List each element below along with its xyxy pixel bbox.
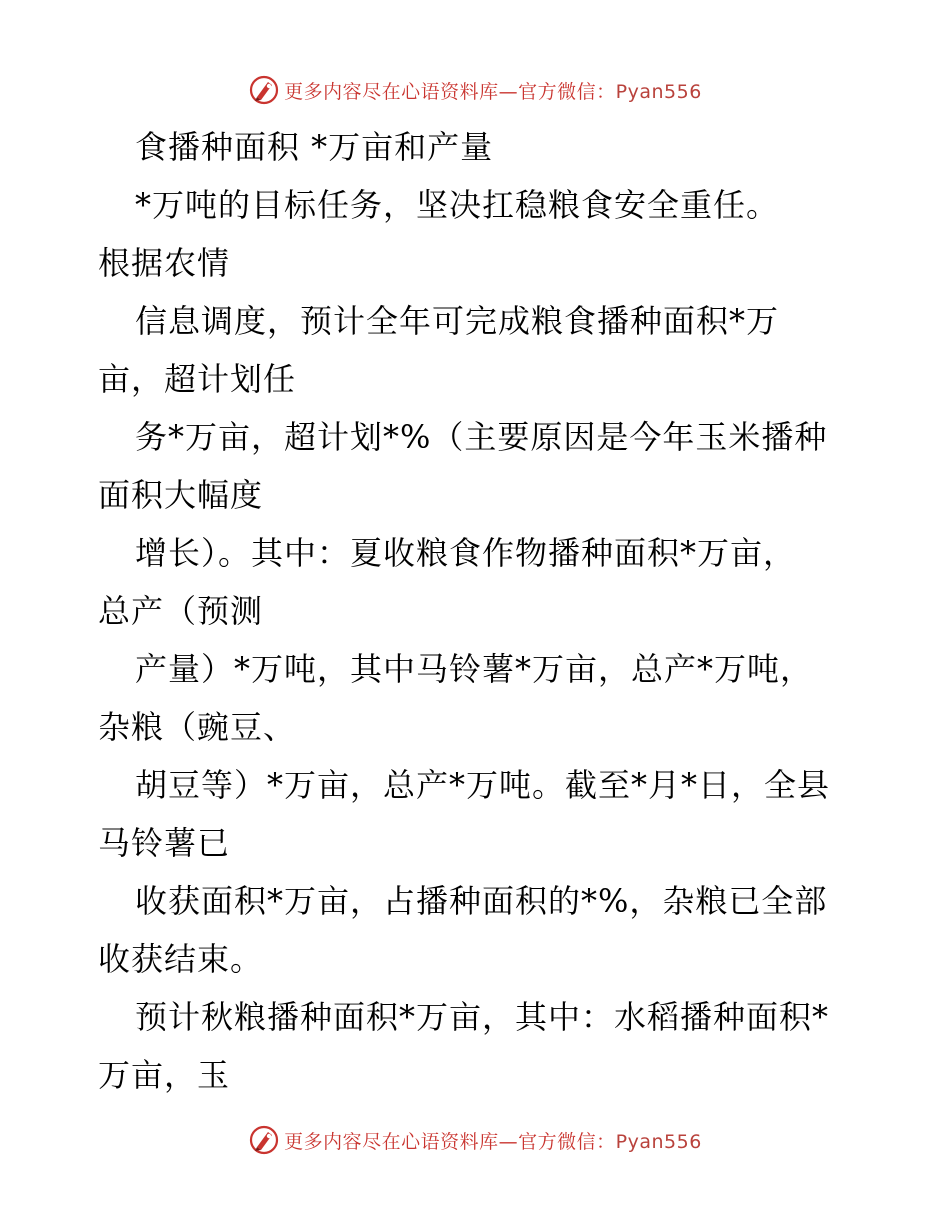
header-banner-text [284, 77, 702, 104]
text-line: 信息调度，预计全年可完成粮食播种面积*万 [135, 302, 780, 340]
text-line: 马铃薯已 [98, 824, 231, 862]
document-body [98, 118, 868, 1104]
text-line: 万亩，玉 [98, 1056, 231, 1094]
text-line: *万吨的目标任务，坚决扛稳粮食安全重任。 [135, 186, 780, 224]
footer-banner [0, 1120, 950, 1160]
footer-banner-text [284, 1127, 702, 1154]
text-line: 根据农情 [98, 244, 231, 282]
text-line: 务*万亩，超计划*%（主要原因是今年玉米播种 [135, 418, 828, 456]
header-banner-label: 更多内容尽在心语资料库—官方微信： [284, 80, 616, 103]
pen-logo-icon [248, 1124, 280, 1156]
footer-banner-label: 更多内容尽在心语资料库—官方微信： [284, 1130, 616, 1153]
footer-wechat-handle: Pyan556 [615, 1130, 702, 1153]
text-line: 预计秋粮播种面积*万亩，其中：水稻播种面积* [135, 998, 830, 1036]
text-line: 增长）。其中：夏收粮食作物播种面积*万亩， [135, 534, 797, 572]
text-line: 胡豆等）*万亩，总产*万吨。截至*月*日，全县 [135, 766, 831, 804]
pen-logo-icon [248, 74, 280, 106]
text-line: 面积大幅度 [98, 476, 264, 514]
text-line: 收获面积*万亩，占播种面积的*%，杂粮已全部 [135, 882, 828, 920]
text-line: 杂粮（豌豆、 [98, 708, 297, 746]
text-line: 产量）*万吨，其中马铃薯*万亩，总产*万吨， [135, 650, 814, 688]
text-line: 收获结束。 [98, 940, 264, 978]
header-wechat-handle: Pyan556 [615, 80, 702, 103]
text-line: 食播种面积 *万亩和产量 [135, 128, 494, 166]
text-line: 亩，超计划任 [98, 360, 297, 398]
header-banner [0, 70, 950, 110]
text-line: 总产（预测 [98, 592, 264, 630]
